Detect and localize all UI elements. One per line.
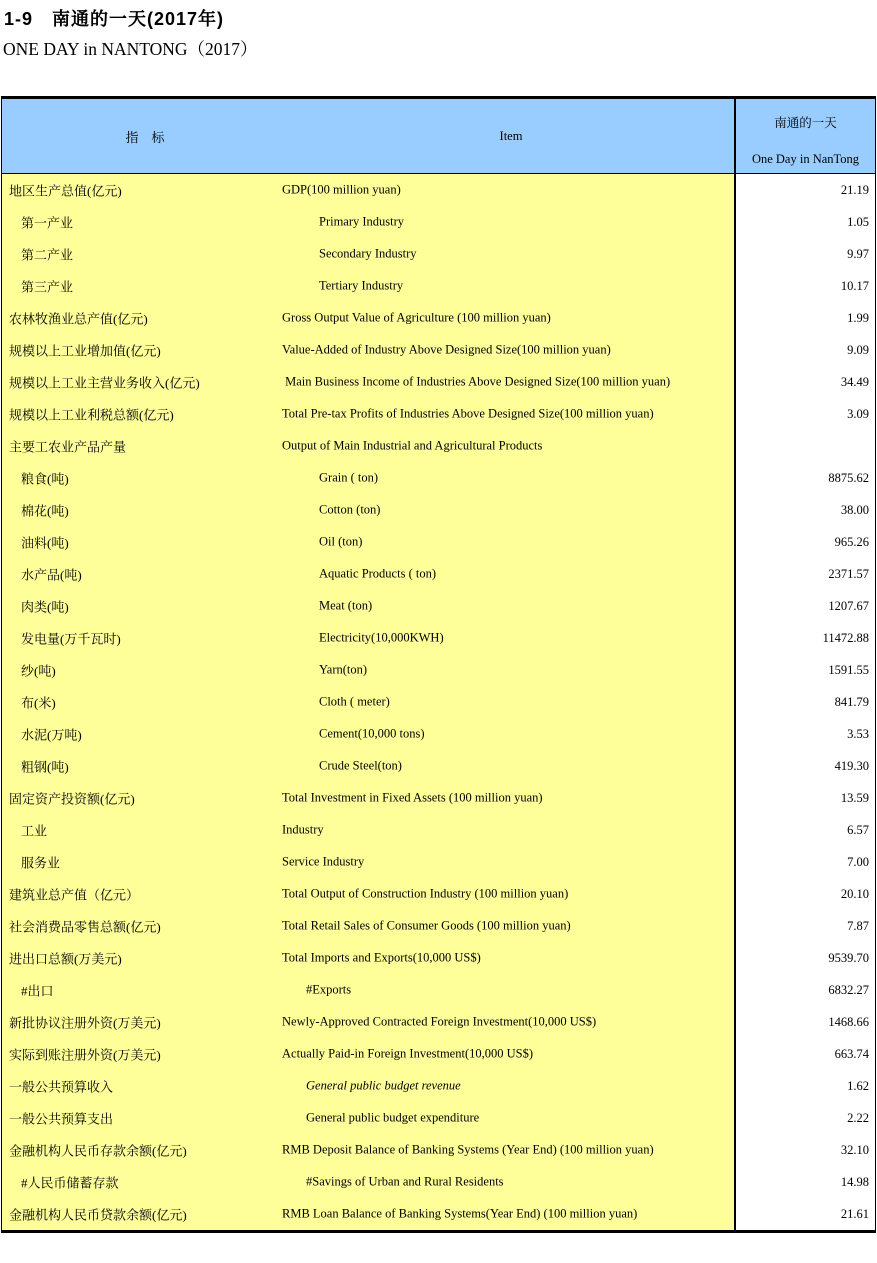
table-row <box>2 1198 875 1230</box>
row-label-cell <box>2 334 734 366</box>
row-label-cell <box>2 1006 734 1038</box>
table-row <box>2 782 875 814</box>
row-label-cell <box>2 174 734 206</box>
row-item-en: Actually Paid-in Foreign Investment(10,000 US$) <box>282 1046 534 1061</box>
row-indicator-cn: 工业 <box>21 823 48 839</box>
row-value: 38.00 <box>734 494 875 526</box>
row-label-cell <box>2 302 734 334</box>
row-indicator-cn: 金融机构人民币存款余额(亿元) <box>9 1143 187 1159</box>
row-value: 11472.88 <box>734 622 875 654</box>
row-value: 663.74 <box>734 1038 875 1070</box>
row-value: 419.30 <box>734 750 875 782</box>
table-row <box>2 238 875 270</box>
row-label-cell <box>2 1070 734 1102</box>
table-row <box>2 270 875 302</box>
row-label-cell <box>2 494 734 526</box>
row-item-en: Output of Main Industrial and Agricultural Products <box>282 438 543 453</box>
row-indicator-cn: 粗钢(吨) <box>21 759 69 775</box>
row-label-cell <box>2 366 734 398</box>
table-row <box>2 654 875 686</box>
row-label-cell <box>2 878 734 910</box>
row-indicator-cn: 水泥(万吨) <box>21 727 82 743</box>
row-indicator-cn: 水产品(吨) <box>21 567 82 583</box>
row-item-en: RMB Loan Balance of Banking Systems(Year End) (100 million yuan) <box>282 1206 638 1221</box>
row-indicator-cn: 一般公共预算支出 <box>9 1111 114 1127</box>
row-label-cell <box>2 526 734 558</box>
table-row <box>2 1166 875 1198</box>
row-item-en: Total Pre-tax Profits of Industries Above Designed Size(100 million yuan) <box>282 406 654 421</box>
table-row <box>2 718 875 750</box>
row-indicator-cn: 进出口总额(万美元) <box>9 951 122 967</box>
header-value-label-en: One Day in NanTong <box>751 152 860 166</box>
row-item-en: Value-Added of Industry Above Designed Size(100 million yuan) <box>282 342 611 357</box>
table-row <box>2 942 875 974</box>
table-row <box>2 398 875 430</box>
row-value: 1591.55 <box>734 654 875 686</box>
row-label-cell <box>2 590 734 622</box>
row-value: 9.09 <box>734 334 875 366</box>
row-value: 34.49 <box>734 366 875 398</box>
row-label-cell <box>2 846 734 878</box>
row-value: 21.61 <box>734 1198 875 1230</box>
table-row <box>2 750 875 782</box>
row-value: 1.62 <box>734 1070 875 1102</box>
table-row <box>2 686 875 718</box>
row-label-cell <box>2 1102 734 1134</box>
row-item-en: Service Industry <box>282 854 365 869</box>
row-label-cell <box>2 910 734 942</box>
row-item-en: Primary Industry <box>319 214 405 229</box>
row-label-cell <box>2 1038 734 1070</box>
row-indicator-cn: 第三产业 <box>21 279 74 295</box>
row-item-en: RMB Deposit Balance of Banking Systems (Year End) (100 million yuan) <box>282 1142 654 1157</box>
table-row <box>2 558 875 590</box>
row-item-en: Gross Output Value of Agriculture (100 million yuan) <box>282 310 551 325</box>
row-value: 21.19 <box>734 174 875 206</box>
row-label-cell <box>2 622 734 654</box>
table-row <box>2 1070 875 1102</box>
table-row <box>2 590 875 622</box>
row-label-cell <box>2 206 734 238</box>
table-row <box>2 526 875 558</box>
row-item-en: General public budget revenue <box>306 1078 461 1093</box>
row-indicator-cn: 粮食(吨) <box>21 471 69 487</box>
table-row <box>2 494 875 526</box>
table-row <box>2 366 875 398</box>
table-row <box>2 462 875 494</box>
row-indicator-cn: 实际到账注册外资(万美元) <box>9 1047 161 1063</box>
header-value-label-cn: 南通的一天 <box>774 116 837 130</box>
row-value: 6832.27 <box>734 974 875 1006</box>
row-value: 2.22 <box>734 1102 875 1134</box>
table-body <box>2 174 875 1230</box>
row-item-en: GDP(100 million yuan) <box>282 182 401 197</box>
page-title: 1-9 南通的一天(2017年) <box>4 9 225 29</box>
row-value: 3.09 <box>734 398 875 430</box>
row-item-en: Aquatic Products ( ton) <box>319 566 436 581</box>
row-label-cell <box>2 814 734 846</box>
table-row <box>2 430 875 462</box>
row-value: 841.79 <box>734 686 875 718</box>
table-row <box>2 174 875 206</box>
table-row <box>2 974 875 1006</box>
row-label-cell <box>2 750 734 782</box>
row-indicator-cn: 规模以上工业利税总额(亿元) <box>9 407 174 423</box>
row-item-en: Industry <box>282 822 324 837</box>
row-item-en: Grain ( ton) <box>319 470 379 485</box>
row-value: 7.87 <box>734 910 875 942</box>
row-item-en: Total Imports and Exports(10,000 US$) <box>282 950 481 965</box>
row-item-en: Cloth ( meter) <box>319 694 390 709</box>
row-value: 1468.66 <box>734 1006 875 1038</box>
row-indicator-cn: 农林牧渔业总产值(亿元) <box>9 311 148 327</box>
row-indicator-cn: 规模以上工业增加值(亿元) <box>9 343 161 359</box>
table-row <box>2 910 875 942</box>
row-label-cell <box>2 974 734 1006</box>
row-value: 2371.57 <box>734 558 875 590</box>
table-row <box>2 622 875 654</box>
header-item-label: Item <box>499 128 523 143</box>
row-indicator-cn: 第二产业 <box>21 247 74 263</box>
row-label-cell <box>2 686 734 718</box>
row-label-cell <box>2 1198 734 1230</box>
row-item-en: Secondary Industry <box>319 246 417 261</box>
row-item-en: Yarn(ton) <box>319 662 368 677</box>
table-row <box>2 814 875 846</box>
row-value: 14.98 <box>734 1166 875 1198</box>
table-row <box>2 1102 875 1134</box>
row-indicator-cn: 服务业 <box>21 855 61 871</box>
table-header <box>2 99 875 174</box>
row-value: 1.05 <box>734 206 875 238</box>
row-item-en: #Savings of Urban and Rural Residents <box>306 1174 504 1189</box>
row-item-en: Tertiary Industry <box>319 278 404 293</box>
row-value: 10.17 <box>734 270 875 302</box>
table-row <box>2 1134 875 1166</box>
row-label-cell <box>2 430 734 462</box>
row-value: 1.99 <box>734 302 875 334</box>
row-indicator-cn: 一般公共预算收入 <box>9 1079 114 1095</box>
row-indicator-cn: #出口 <box>21 983 54 999</box>
header-left-cell <box>2 99 734 173</box>
row-label-cell <box>2 1166 734 1198</box>
row-item-en: Total Retail Sales of Consumer Goods (100 million yuan) <box>282 918 571 933</box>
row-value: 32.10 <box>734 1134 875 1166</box>
table-row <box>2 206 875 238</box>
header-value-cell <box>734 99 875 173</box>
row-indicator-cn: 发电量(万千瓦时) <box>21 631 121 647</box>
row-item-en: Cotton (ton) <box>319 502 381 517</box>
table-row <box>2 334 875 366</box>
page-subtitle: ONE DAY in NANTONG（2017） <box>3 39 258 59</box>
table-row <box>2 1038 875 1070</box>
row-label-cell <box>2 238 734 270</box>
row-label-cell <box>2 1134 734 1166</box>
table-row <box>2 846 875 878</box>
row-value: 965.26 <box>734 526 875 558</box>
row-item-en: Crude Steel(ton) <box>319 758 402 773</box>
row-item-en: Total Investment in Fixed Assets (100 million yuan) <box>282 790 543 805</box>
row-value: 6.57 <box>734 814 875 846</box>
row-indicator-cn: 第一产业 <box>21 215 74 231</box>
row-item-en: Newly-Approved Contracted Foreign Investment(10,000 US$) <box>282 1014 597 1029</box>
row-label-cell <box>2 270 734 302</box>
row-label-cell <box>2 398 734 430</box>
row-indicator-cn: 纱(吨) <box>21 663 56 679</box>
row-value: 7.00 <box>734 846 875 878</box>
row-value: 3.53 <box>734 718 875 750</box>
row-indicator-cn: 地区生产总值(亿元) <box>9 183 122 199</box>
row-indicator-cn: 社会消费品零售总额(亿元) <box>9 919 161 935</box>
row-indicator-cn: 规模以上工业主营业务收入(亿元) <box>9 375 200 391</box>
row-item-en: General public budget expenditure <box>306 1110 480 1125</box>
row-label-cell <box>2 654 734 686</box>
table-row <box>2 302 875 334</box>
row-label-cell <box>2 558 734 590</box>
row-value: 9539.70 <box>734 942 875 974</box>
row-indicator-cn: 棉花(吨) <box>21 503 69 519</box>
row-item-en: Total Output of Construction Industry (100 million yuan) <box>282 886 569 901</box>
row-item-en: Electricity(10,000KWH) <box>319 630 444 645</box>
row-item-en: Oil (ton) <box>319 534 363 549</box>
row-indicator-cn: 布(米) <box>21 695 56 711</box>
row-item-en: Main Business Income of Industries Above Designed Size(100 million yuan) <box>282 374 671 389</box>
row-indicator-cn: 主要工农业产品产量 <box>9 439 127 455</box>
table-row <box>2 878 875 910</box>
header-indicator-label: 指 标 <box>125 129 165 145</box>
table-row <box>2 1006 875 1038</box>
row-item-en: Meat (ton) <box>319 598 373 613</box>
row-indicator-cn: 油料(吨) <box>21 535 69 551</box>
row-indicator-cn: 肉类(吨) <box>21 599 69 615</box>
row-value: 1207.67 <box>734 590 875 622</box>
row-value <box>734 430 875 462</box>
row-indicator-cn: 建筑业总产值（亿元） <box>9 887 140 903</box>
row-value: 9.97 <box>734 238 875 270</box>
row-value: 13.59 <box>734 782 875 814</box>
row-item-en: Cement(10,000 tons) <box>319 726 425 741</box>
row-label-cell <box>2 942 734 974</box>
row-value: 20.10 <box>734 878 875 910</box>
statistics-table <box>1 96 876 1233</box>
row-indicator-cn: 新批协议注册外资(万美元) <box>9 1015 161 1031</box>
row-item-en: #Exports <box>306 982 352 997</box>
row-label-cell <box>2 462 734 494</box>
row-indicator-cn: 固定资产投资额(亿元) <box>9 791 135 807</box>
row-indicator-cn: #人民币储蓄存款 <box>21 1175 119 1191</box>
row-indicator-cn: 金融机构人民币贷款余额(亿元) <box>9 1207 187 1223</box>
row-value: 8875.62 <box>734 462 875 494</box>
row-label-cell <box>2 782 734 814</box>
row-label-cell <box>2 718 734 750</box>
